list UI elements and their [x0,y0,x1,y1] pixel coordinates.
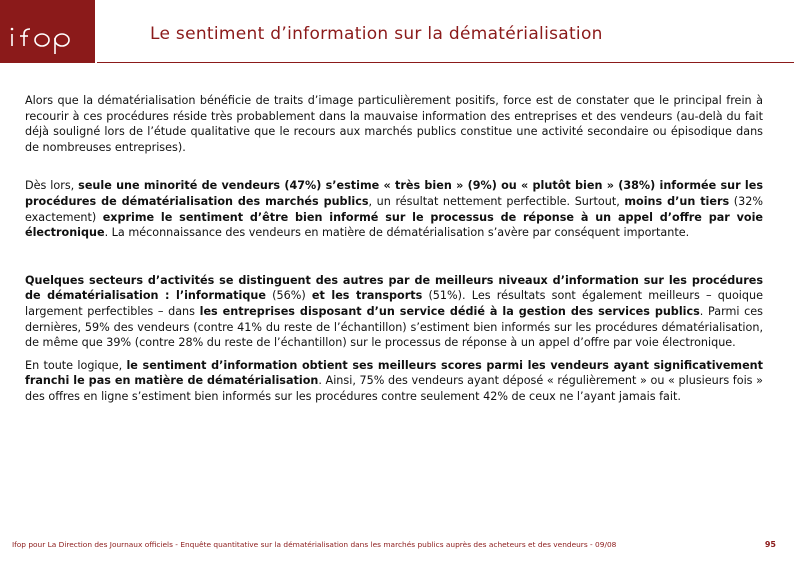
text-run: (32% exactement) [25,194,763,224]
paragraph-1 [25,93,763,155]
text-run: (51%). Les résultats sont également meilleurs – quoique largement perfectibles – dans [25,289,763,318]
text-run: En toute logique, [25,358,127,372]
text-run: . Parmi ces dernières, 59% des vendeurs (contre 41% du reste de l’échantillon) s’estiment bien informés sur les procédures dématérialisation, de même que 39% (contre 28% du reste de l’échantillon) sur le processus de réponse à un appel d’offre par voie électronique. [25,304,763,350]
page-title: Le sentiment d’information sur la dématérialisation [150,24,603,44]
body-text [25,93,763,405]
ifop-logo [0,0,95,63]
ifop-logo-mark [0,0,95,63]
paragraph-2 [25,178,763,240]
text-run: exprime le sentiment d’être bien informé sur le processus de réponse à un appel d’offre par voie électronique [25,210,763,240]
text-run: Quelques secteurs d’activités se distinguent des autres par de meilleurs niveaux d’information sur les procédures de dématérialisation : l’informatique [25,273,763,303]
text-run: Dès lors, [25,179,79,193]
text-run: (au-delà du fait déjà souligné lors de l’étude qualitative que le recours aux marchés publics constitue une activité secondaire ou épisodique dans de nombreuses entreprises). [25,109,763,154]
text-run: le sentiment d’information obtient ses meilleurs scores parmi les vendeurs ayant significativement franchi le pas en matière de dématérialisation [25,358,763,388]
title-divider [97,62,794,63]
footer-text: Ifop pour La Direction des Journaux officiels - Enquête quantitative sur la dématérialisation dans les marchés publics auprès des acheteurs et des vendeurs - 09/08 [12,540,617,549]
text-run: . La méconnaissance des vendeurs en matière de dématérialisation s’avère par conséquent importante. [104,226,690,240]
page-number: 95 [764,540,776,549]
paragraph-4 [25,358,763,405]
text-run: moins d’un tiers [624,194,730,208]
text-run: Alors que la dématérialisation bénéficie de traits d’image particulièrement positifs, force est de constater que le principal frein à recourir à ces procédures réside très probablement dans la mauvaise information des entreprises et des vendeurs [25,94,763,123]
paragraph-3 [25,273,763,351]
text-run: et les transports [311,289,423,303]
text-run: seule une minorité de vendeurs (47%) s’estime « très bien » (9%) ou « plutôt bien » (38%) informée sur les procédures de dématérialisation des marchés publics [25,179,763,208]
text-run: les entreprises disposant d’un service dédié à la gestion des services publics [199,304,700,318]
text-run: (56%) [265,289,312,303]
text-run: . Ainsi, 75% des vendeurs ayant déposé « régulièrement » ou « plusieurs fois » des offres en ligne s’estiment bien informés sur les procédures contre seulement 42% de ceux ne l’ayant jamais fait. [25,374,763,403]
text-run: , un résultat nettement perfectible. Surtout, [368,194,625,208]
